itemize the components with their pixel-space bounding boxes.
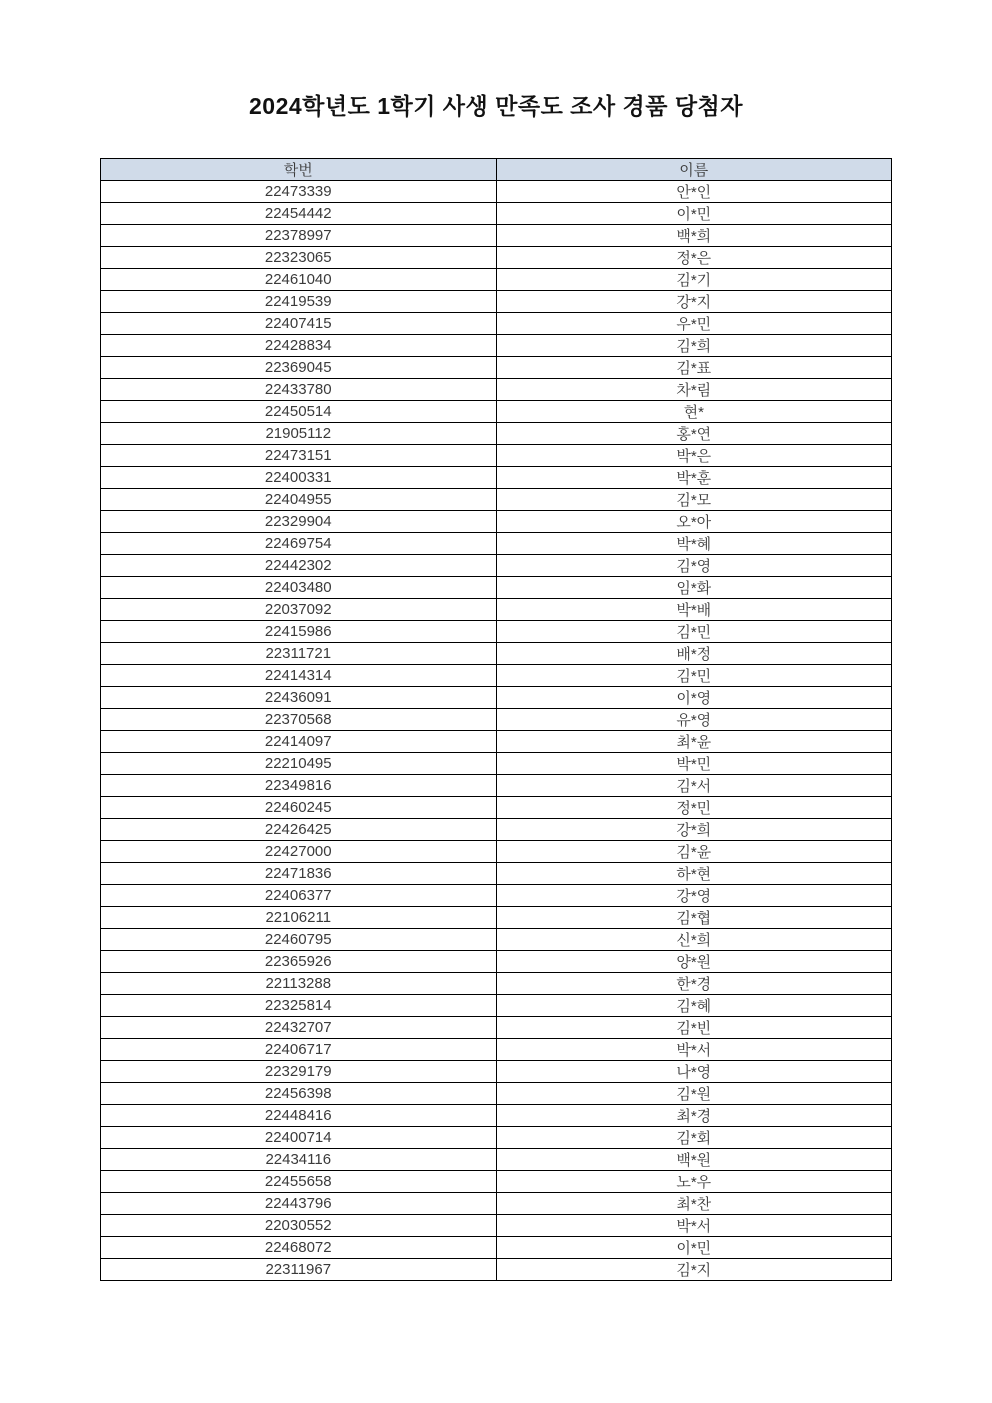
table-row xyxy=(101,1193,892,1215)
name-cell: 김*영 xyxy=(496,555,892,577)
student-id-cell: 22419539 xyxy=(101,291,497,313)
table-row xyxy=(101,1017,892,1039)
table-row xyxy=(101,335,892,357)
student-id-cell: 22407415 xyxy=(101,313,497,335)
table-row xyxy=(101,291,892,313)
name-cell: 노*우 xyxy=(496,1171,892,1193)
table-row xyxy=(101,313,892,335)
table-row xyxy=(101,753,892,775)
name-cell: 김*혜 xyxy=(496,995,892,1017)
student-id-cell: 22433780 xyxy=(101,379,497,401)
name-cell: 유*영 xyxy=(496,709,892,731)
name-cell: 김*희 xyxy=(496,335,892,357)
name-cell: 이*영 xyxy=(496,687,892,709)
student-id-cell: 22428834 xyxy=(101,335,497,357)
student-id-cell: 22370568 xyxy=(101,709,497,731)
student-id-cell: 22325814 xyxy=(101,995,497,1017)
name-cell: 김*민 xyxy=(496,621,892,643)
table-row xyxy=(101,555,892,577)
name-cell: 최*경 xyxy=(496,1105,892,1127)
name-cell: 우*민 xyxy=(496,313,892,335)
table-row xyxy=(101,951,892,973)
table-row xyxy=(101,621,892,643)
table-row xyxy=(101,357,892,379)
table-row xyxy=(101,379,892,401)
table-row xyxy=(101,907,892,929)
student-id-cell: 22406377 xyxy=(101,885,497,907)
page-title: 2024학년도 1학기 사생 만족도 조사 경품 당첨자 xyxy=(248,93,743,119)
student-id-cell: 22311721 xyxy=(101,643,497,665)
student-id-cell: 22461040 xyxy=(101,269,497,291)
name-cell: 강*영 xyxy=(496,885,892,907)
name-cell: 박*서 xyxy=(496,1215,892,1237)
student-id-cell: 22329904 xyxy=(101,511,497,533)
student-id-cell: 22406717 xyxy=(101,1039,497,1061)
name-cell: 신*희 xyxy=(496,929,892,951)
name-cell: 최*찬 xyxy=(496,1193,892,1215)
student-id-cell: 22473151 xyxy=(101,445,497,467)
student-id-cell: 22378997 xyxy=(101,225,497,247)
student-id-cell: 22210495 xyxy=(101,753,497,775)
name-cell: 배*정 xyxy=(496,643,892,665)
table-row xyxy=(101,709,892,731)
table-row xyxy=(101,1061,892,1083)
name-cell: 정*민 xyxy=(496,797,892,819)
table-row xyxy=(101,995,892,1017)
student-id-cell: 22471836 xyxy=(101,863,497,885)
student-id-cell: 22473339 xyxy=(101,181,497,203)
table-body xyxy=(101,181,892,1281)
table-row xyxy=(101,885,892,907)
student-id-cell: 22460245 xyxy=(101,797,497,819)
name-cell: 백*희 xyxy=(496,225,892,247)
student-id-cell: 21905112 xyxy=(101,423,497,445)
student-id-cell: 22460795 xyxy=(101,929,497,951)
name-cell: 안*인 xyxy=(496,181,892,203)
name-cell: 하*현 xyxy=(496,863,892,885)
table-row xyxy=(101,643,892,665)
name-cell: 박*은 xyxy=(496,445,892,467)
student-id-cell: 22414314 xyxy=(101,665,497,687)
table-row xyxy=(101,819,892,841)
table-row xyxy=(101,423,892,445)
table-row xyxy=(101,269,892,291)
table-row xyxy=(101,203,892,225)
name-cell: 김*민 xyxy=(496,665,892,687)
table-row xyxy=(101,445,892,467)
student-id-cell: 22403480 xyxy=(101,577,497,599)
name-cell: 김*기 xyxy=(496,269,892,291)
column-header-student-id: 학번 xyxy=(101,159,497,181)
table-row xyxy=(101,797,892,819)
winners-table xyxy=(100,158,892,1281)
student-id-cell: 22426425 xyxy=(101,819,497,841)
name-cell: 오*아 xyxy=(496,511,892,533)
student-id-cell: 22454442 xyxy=(101,203,497,225)
table-row xyxy=(101,1127,892,1149)
student-id-cell: 22450514 xyxy=(101,401,497,423)
table-row xyxy=(101,1215,892,1237)
name-cell: 차*림 xyxy=(496,379,892,401)
table-row xyxy=(101,863,892,885)
table-row xyxy=(101,775,892,797)
table-row xyxy=(101,665,892,687)
name-cell: 나*영 xyxy=(496,1061,892,1083)
name-cell: 박*서 xyxy=(496,1039,892,1061)
student-id-cell: 22456398 xyxy=(101,1083,497,1105)
name-cell: 이*민 xyxy=(496,1237,892,1259)
table-row xyxy=(101,247,892,269)
name-cell: 백*원 xyxy=(496,1149,892,1171)
table-row xyxy=(101,225,892,247)
student-id-cell: 22448416 xyxy=(101,1105,497,1127)
name-cell: 김*모 xyxy=(496,489,892,511)
student-id-cell: 22400714 xyxy=(101,1127,497,1149)
name-cell: 현* xyxy=(496,401,892,423)
table-row xyxy=(101,1259,892,1281)
name-cell: 강*지 xyxy=(496,291,892,313)
name-cell: 김*원 xyxy=(496,1083,892,1105)
table-row xyxy=(101,1039,892,1061)
column-header-name: 이름 xyxy=(496,159,892,181)
name-cell: 김*서 xyxy=(496,775,892,797)
table-row xyxy=(101,467,892,489)
name-cell: 김*협 xyxy=(496,907,892,929)
student-id-cell: 22415986 xyxy=(101,621,497,643)
table-row xyxy=(101,1105,892,1127)
name-cell: 양*원 xyxy=(496,951,892,973)
table-row xyxy=(101,401,892,423)
student-id-cell: 22400331 xyxy=(101,467,497,489)
name-cell: 박*훈 xyxy=(496,467,892,489)
student-id-cell: 22404955 xyxy=(101,489,497,511)
name-cell: 한*경 xyxy=(496,973,892,995)
name-cell: 정*은 xyxy=(496,247,892,269)
table-row xyxy=(101,1149,892,1171)
table-row xyxy=(101,1237,892,1259)
student-id-cell: 22442302 xyxy=(101,555,497,577)
name-cell: 김*표 xyxy=(496,357,892,379)
student-id-cell: 22106211 xyxy=(101,907,497,929)
student-id-cell: 22329179 xyxy=(101,1061,497,1083)
student-id-cell: 22349816 xyxy=(101,775,497,797)
table-row xyxy=(101,1083,892,1105)
student-id-cell: 22030552 xyxy=(101,1215,497,1237)
name-cell: 김*빈 xyxy=(496,1017,892,1039)
student-id-cell: 22113288 xyxy=(101,973,497,995)
header-row xyxy=(101,159,892,181)
table-row xyxy=(101,577,892,599)
student-id-cell: 22434116 xyxy=(101,1149,497,1171)
table-row xyxy=(101,533,892,555)
table-row xyxy=(101,1171,892,1193)
student-id-cell: 22436091 xyxy=(101,687,497,709)
table-row xyxy=(101,973,892,995)
student-id-cell: 22323065 xyxy=(101,247,497,269)
name-cell: 김*윤 xyxy=(496,841,892,863)
student-id-cell: 22432707 xyxy=(101,1017,497,1039)
student-id-cell: 22455658 xyxy=(101,1171,497,1193)
name-cell: 이*민 xyxy=(496,203,892,225)
name-cell: 홍*연 xyxy=(496,423,892,445)
table-row xyxy=(101,929,892,951)
name-cell: 박*혜 xyxy=(496,533,892,555)
table-row xyxy=(101,489,892,511)
student-id-cell: 22365926 xyxy=(101,951,497,973)
student-id-cell: 22037092 xyxy=(101,599,497,621)
student-id-cell: 22427000 xyxy=(101,841,497,863)
student-id-cell: 22414097 xyxy=(101,731,497,753)
table-row xyxy=(101,511,892,533)
name-cell: 박*민 xyxy=(496,753,892,775)
student-id-cell: 22468072 xyxy=(101,1237,497,1259)
table-row xyxy=(101,599,892,621)
table-header xyxy=(101,159,892,181)
name-cell: 최*윤 xyxy=(496,731,892,753)
student-id-cell: 22469754 xyxy=(101,533,497,555)
table-row xyxy=(101,687,892,709)
table-row xyxy=(101,841,892,863)
name-cell: 박*배 xyxy=(496,599,892,621)
table-row xyxy=(101,731,892,753)
student-id-cell: 22369045 xyxy=(101,357,497,379)
winners-table-container xyxy=(100,158,892,1281)
name-cell: 김*지 xyxy=(496,1259,892,1281)
name-cell: 임*화 xyxy=(496,577,892,599)
name-cell: 강*희 xyxy=(496,819,892,841)
name-cell: 김*회 xyxy=(496,1127,892,1149)
student-id-cell: 22443796 xyxy=(101,1193,497,1215)
table-row xyxy=(101,181,892,203)
student-id-cell: 22311967 xyxy=(101,1259,497,1281)
